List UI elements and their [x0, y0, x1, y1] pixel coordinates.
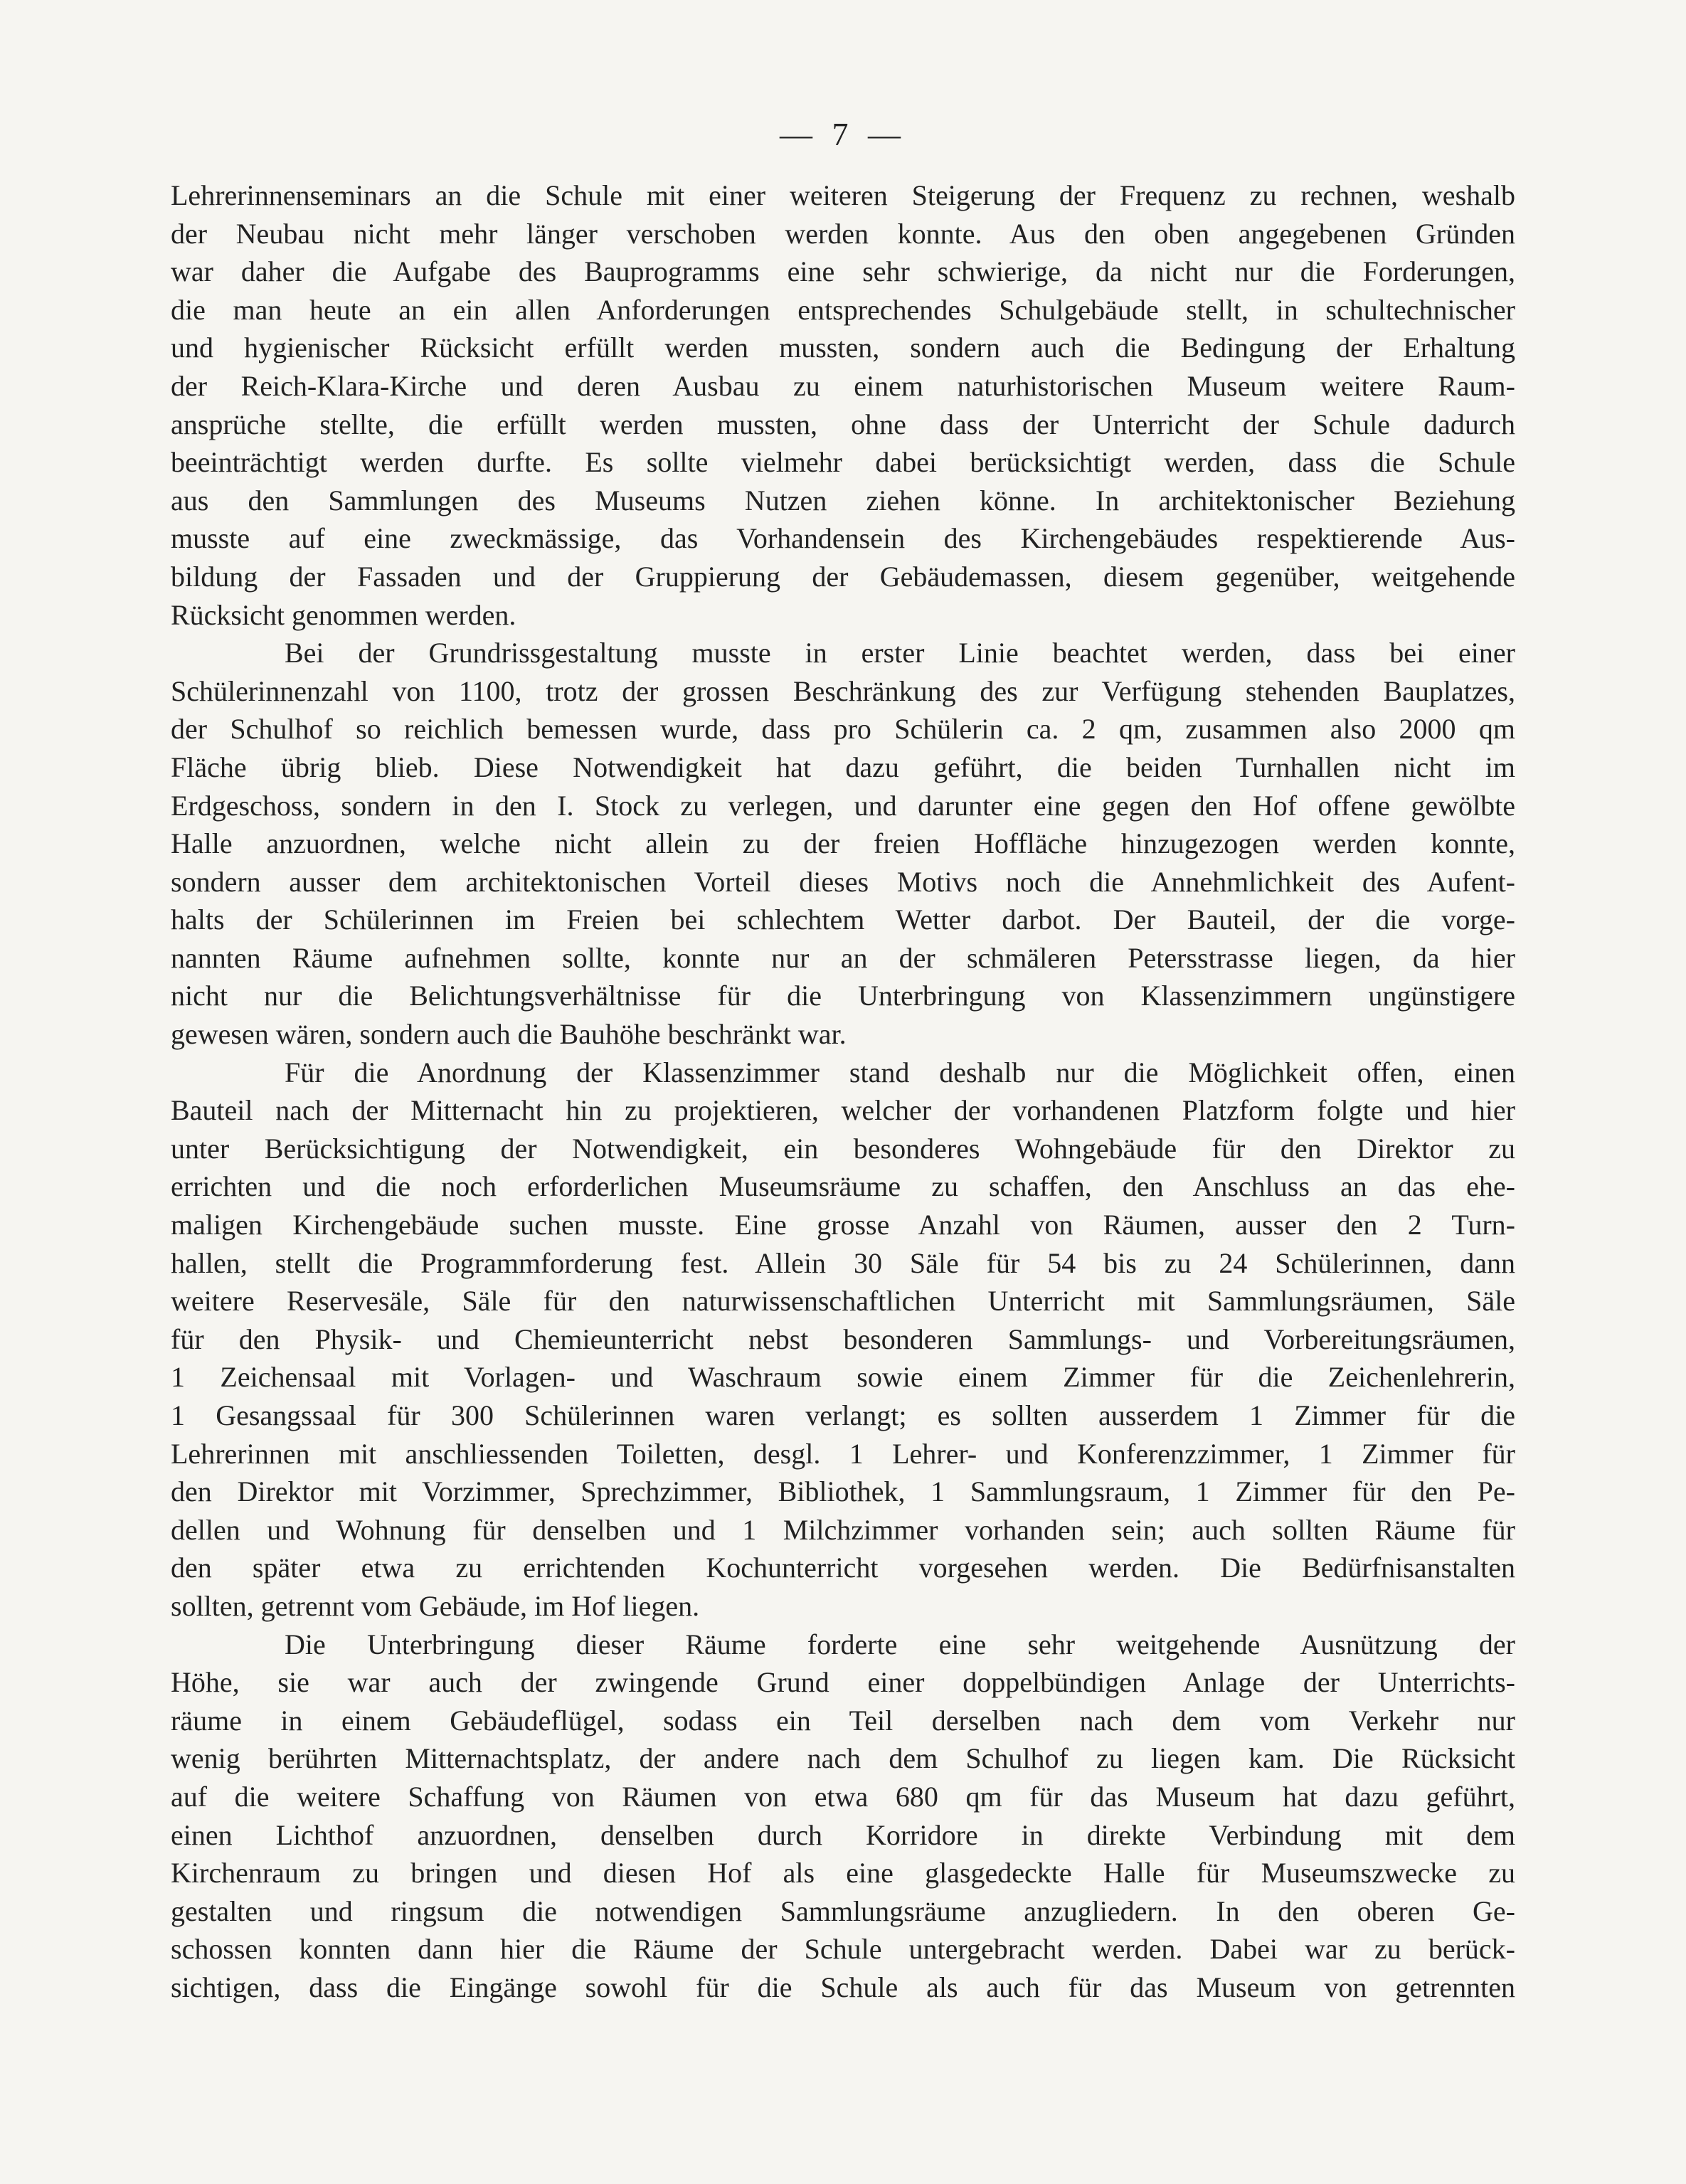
text-line: schossen konnten dann hier die Räume der Schule untergebracht werden. Dabei war zu berück-	[171, 1933, 1515, 1966]
text-line: Die Unterbringung dieser Räume forderte eine sehr weitgehende Ausnützung der	[285, 1628, 1515, 1660]
paragraph	[171, 634, 1515, 1054]
text-line: beeinträchtigt werden durfte. Es sollte vielmehr dabei berücksichtigt werden, dass die Schule	[171, 446, 1515, 479]
text-line: nannten Räume aufnehmen sollte, konnte nur an der schmäleren Petersstrasse liegen, da hier	[171, 941, 1515, 974]
text-line: wenig berührten Mitternachtsplatz, der andere nach dem Schulhof zu liegen kam. Die Rücksicht	[171, 1742, 1515, 1775]
text-line: Halle anzuordnen, welche nicht allein zu der freien Hoffläche hinzugezogen werden konnte,	[171, 827, 1515, 860]
text-line: den Direktor mit Vorzimmer, Sprechzimmer, Bibliothek, 1 Sammlungsraum, 1 Zimmer für den Pe-	[171, 1475, 1515, 1508]
text-line: Höhe, sie war auch der zwingende Grund einer doppelbündigen Anlage der Unterrichts-	[171, 1666, 1515, 1699]
text-line: sichtigen, dass die Eingänge sowohl für die Schule als auch für das Museum von getrennten	[171, 1971, 1515, 2003]
text-line: unter Berücksichtigung der Notwendigkeit, ein besonderes Wohngebäude für den Direktor zu	[171, 1132, 1515, 1165]
text-line: einen Lichthof anzuordnen, denselben durch Korridore in direkte Verbindung mit dem	[171, 1818, 1515, 1851]
text-line: den später etwa zu errichtenden Kochunterricht vorgesehen werden. Die Bedürfnisanstalten	[171, 1552, 1515, 1584]
text-line: Bei der Grundrissgestaltung musste in erster Linie beachtet werden, dass bei einer	[285, 637, 1515, 669]
text-line: der Reich-Klara-Kirche und deren Ausbau zu einem naturhistorischen Museum weitere Raum-	[171, 369, 1515, 402]
text-line: Fläche übrig blieb. Diese Notwendigkeit hat dazu geführt, die beiden Turnhallen nicht im	[171, 751, 1515, 783]
paragraph	[171, 1626, 1515, 2007]
text-line: 1 Gesangssaal für 300 Schülerinnen waren verlangt; es sollten ausserdem 1 Zimmer für die	[171, 1399, 1515, 1431]
text-line: gewesen wären, sondern auch die Bauhöhe beschränkt war.	[171, 1018, 847, 1051]
paragraph	[171, 176, 1515, 634]
text-line: sollten, getrennt vom Gebäude, im Hof liegen.	[171, 1589, 700, 1622]
text-line: Erdgeschoss, sondern in den I. Stock zu verlegen, und darunter eine gegen den Hof offene gewölbte	[171, 789, 1515, 822]
text-line: Schülerinnenzahl von 1100, trotz der grossen Beschränkung des zur Verfügung stehenden Bauplatzes,	[171, 674, 1515, 707]
text-line: Kirchenraum zu bringen und diesen Hof als eine glasgedeckte Halle für Museumszwecke zu	[171, 1857, 1515, 1889]
text-line: errichten und die noch erforderlichen Museumsräume zu schaffen, den Anschluss an das ehe-	[171, 1170, 1515, 1203]
text-line: war daher die Aufgabe des Bauprogramms eine sehr schwierige, da nicht nur die Forderungen,	[171, 255, 1515, 288]
text-line: maligen Kirchengebäude suchen musste. Eine grosse Anzahl von Räumen, ausser den 2 Turn-	[171, 1209, 1515, 1241]
text-line: Für die Anordnung der Klassenzimmer stand deshalb nur die Möglichkeit offen, einen	[285, 1056, 1515, 1088]
text-line: halts der Schülerinnen im Freien bei schlechtem Wetter darbot. Der Bauteil, der die vorge-	[171, 903, 1515, 936]
text-line: und hygienischer Rücksicht erfüllt werden mussten, sondern auch die Bedingung der Erhaltung	[171, 332, 1515, 364]
text-line: musste auf eine zweckmässige, das Vorhandensein des Kirchengebäudes respektierende Aus-	[171, 522, 1515, 555]
paragraph	[171, 1054, 1515, 1626]
text-line: 1 Zeichensaal mit Vorlagen- und Waschraum sowie einem Zimmer für die Zeichenlehrerin,	[171, 1361, 1515, 1394]
text-line: Lehrerinnen mit anschliessenden Toiletten, desgl. 1 Lehrer- und Konferenzzimmer, 1 Zimmer für	[171, 1437, 1515, 1470]
text-line: hallen, stellt die Programmforderung fest. Allein 30 Säle für 54 bis zu 24 Schülerinnen, dann	[171, 1246, 1515, 1279]
text-line: dellen und Wohnung für denselben und 1 Milchzimmer vorhanden sein; auch sollten Räume für	[171, 1513, 1515, 1546]
text-line: Rücksicht genommen werden.	[171, 598, 516, 631]
text-line: der Schulhof so reichlich bemessen wurde, dass pro Schülerin ca. 2 qm, zusammen also 2000 qm	[171, 713, 1515, 746]
text-line: der Neubau nicht mehr länger verschoben werden konnte. Aus den oben angegebenen Gründen	[171, 217, 1515, 250]
text-line: Lehrerinnenseminars an die Schule mit einer weiteren Steigerung der Frequenz zu rechnen, weshalb	[171, 179, 1515, 211]
text-line: ansprüche stellte, die erfüllt werden mussten, ohne dass der Unterricht der Schule dadurch	[171, 408, 1515, 440]
text-line: aus den Sammlungen des Museums Nutzen ziehen könne. In architektonischer Beziehung	[171, 484, 1515, 516]
text-line: für den Physik- und Chemieunterricht nebst besonderen Sammlungs- und Vorbereitungsräumen,	[171, 1322, 1515, 1355]
body-text	[171, 176, 1515, 2007]
text-line: weitere Reservesäle, Säle für den naturwissenschaftlichen Unterricht mit Sammlungsräumen, Säle	[171, 1285, 1515, 1318]
text-line: gestalten und ringsum die notwendigen Sammlungsräume anzugliedern. In den oberen Ge-	[171, 1894, 1515, 1927]
text-line: sondern ausser dem architektonischen Vorteil dieses Motivs noch die Annehmlichkeit des Aufent-	[171, 865, 1515, 898]
text-line: bildung der Fassaden und der Gruppierung der Gebäudemassen, diesem gegenüber, weitgehende	[171, 560, 1515, 593]
text-line: nicht nur die Belichtungsverhältnisse für die Unterbringung von Klassenzimmern ungünstigere	[171, 980, 1515, 1012]
text-line: die man heute an ein allen Anforderungen entsprechendes Schulgebäude stellt, in schultechnischer	[171, 293, 1515, 326]
text-line: Bauteil nach der Mitternacht hin zu projektieren, welcher der vorhandenen Platzform folgte und hier	[171, 1094, 1515, 1127]
text-line: auf die weitere Schaffung von Räumen von etwa 680 qm für das Museum hat dazu geführt,	[171, 1780, 1515, 1813]
page-number: — 7 —	[780, 116, 906, 152]
text-line: räume in einem Gebäudeflügel, sodass ein Teil derselben nach dem vom Verkehr nur	[171, 1704, 1515, 1737]
